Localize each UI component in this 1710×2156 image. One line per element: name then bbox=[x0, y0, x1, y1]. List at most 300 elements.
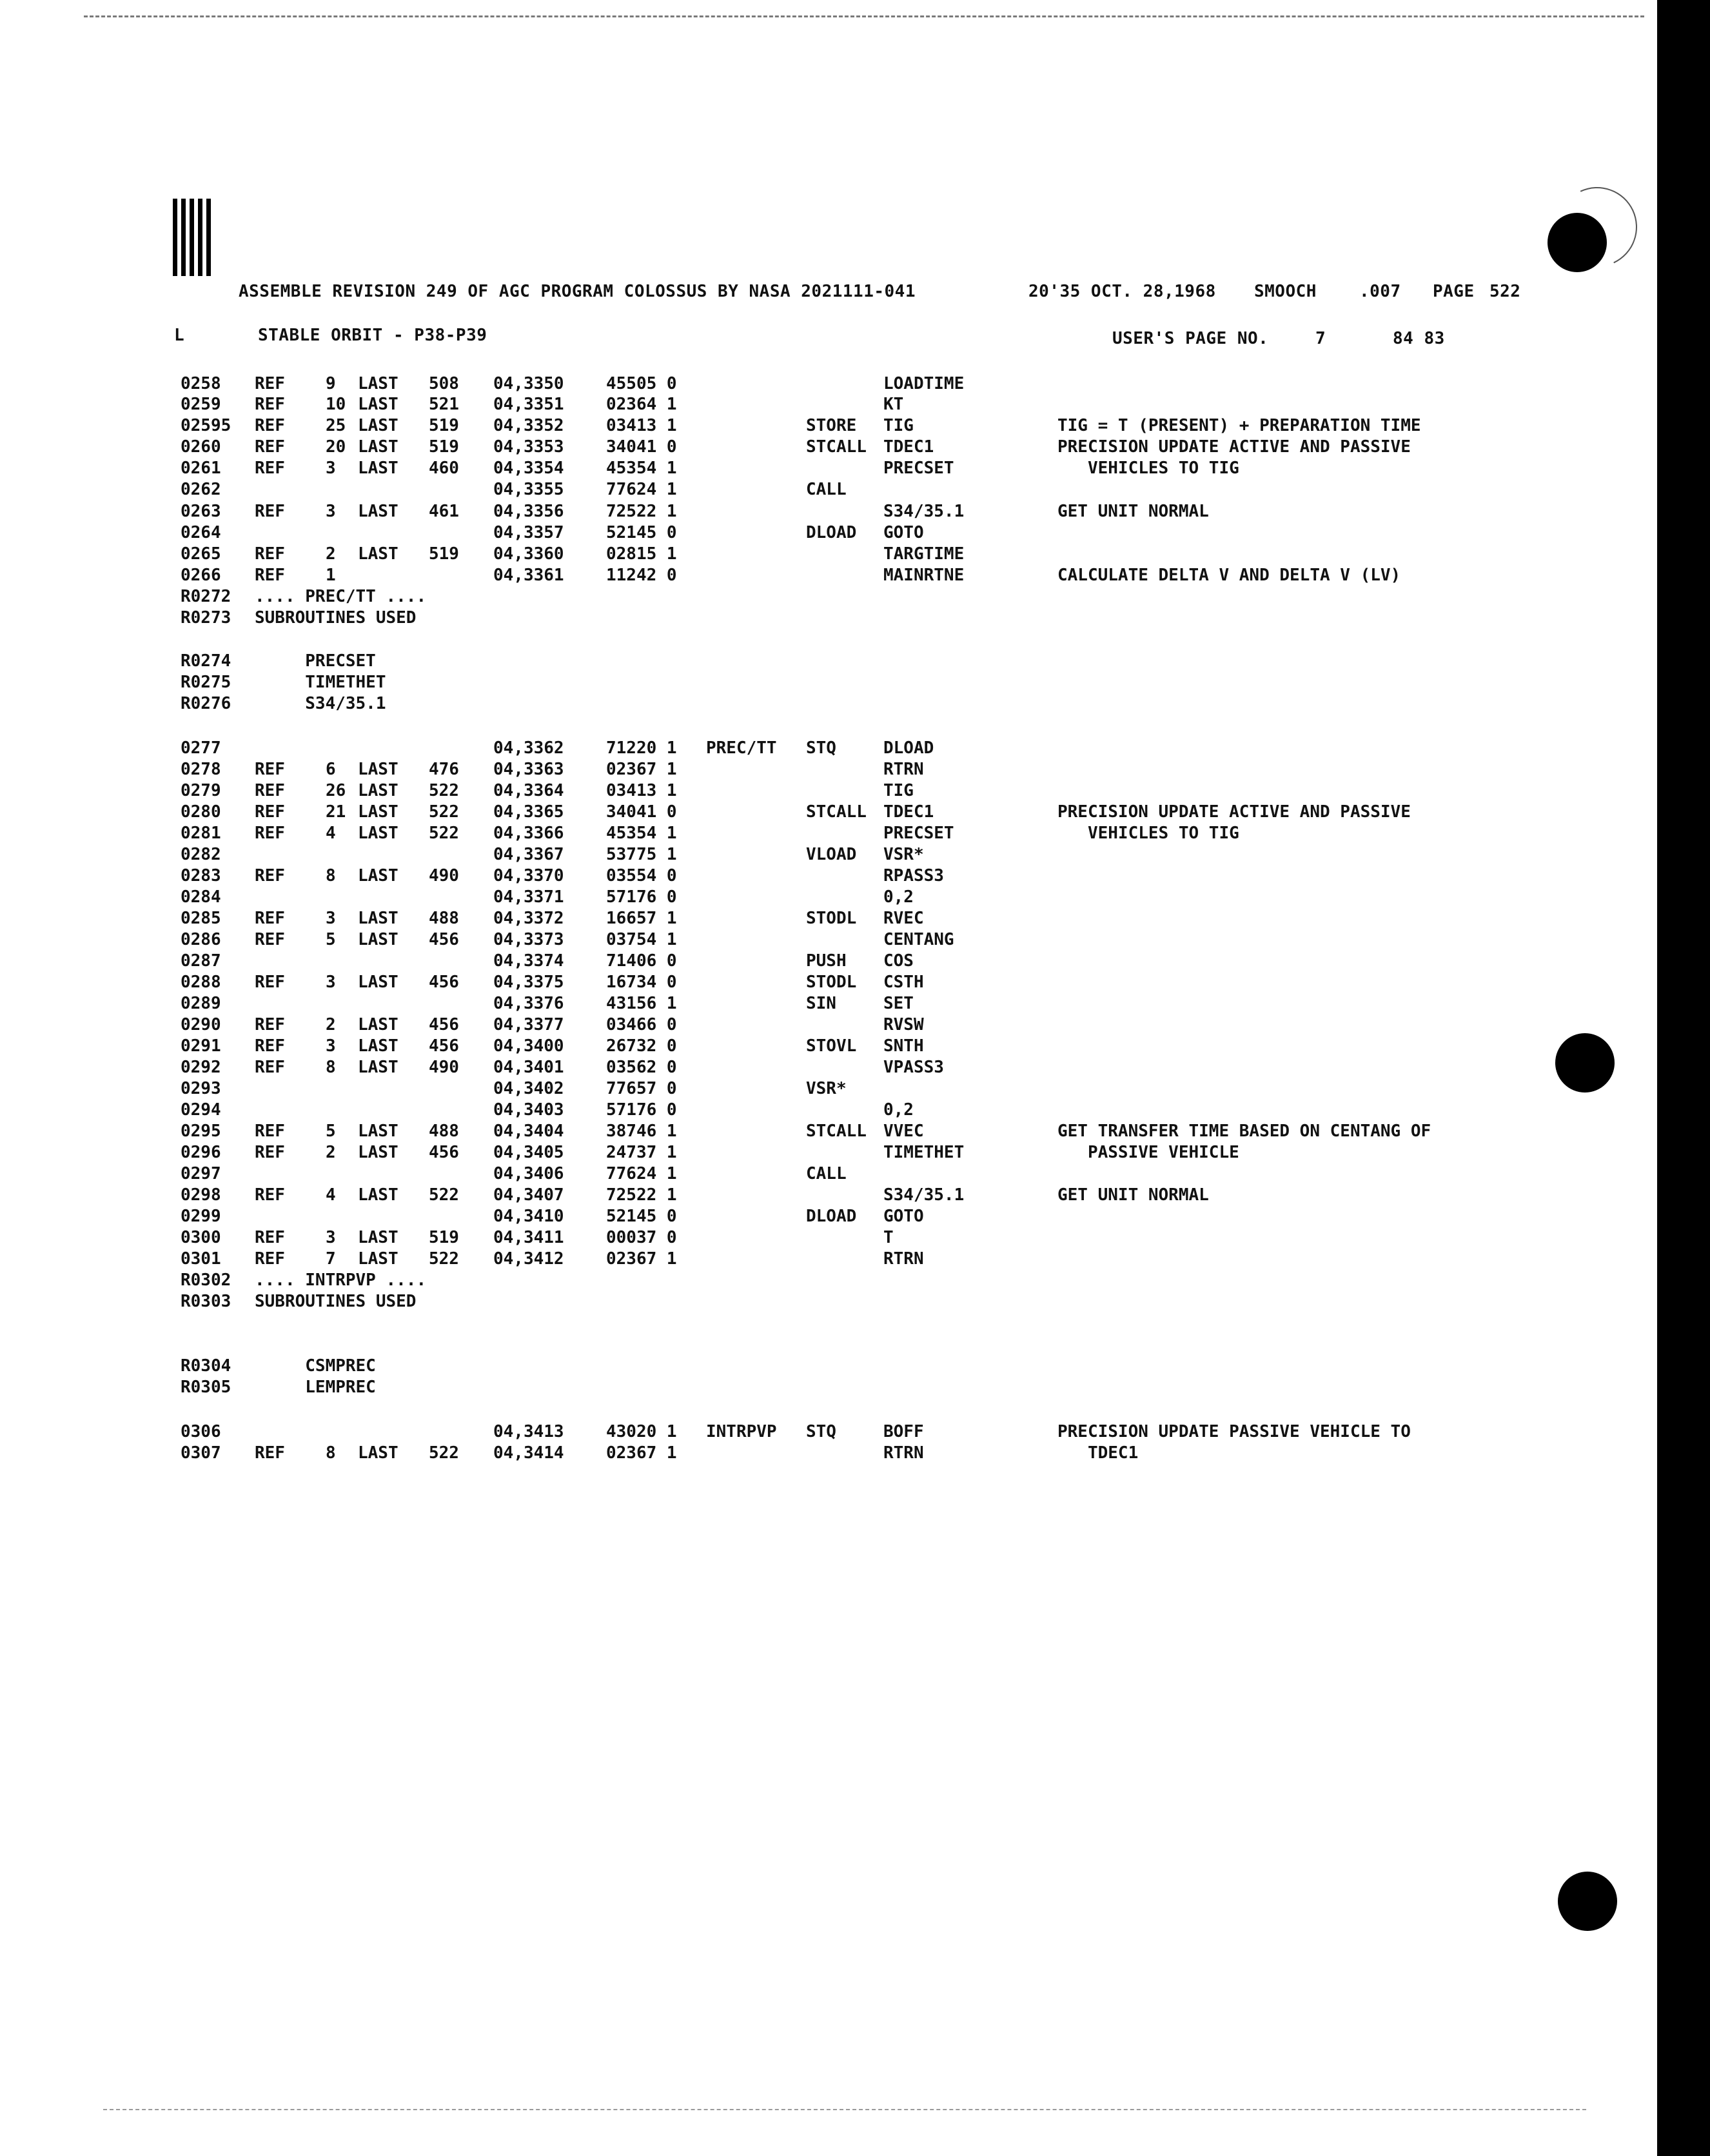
octal-code: 03466 0 bbox=[606, 1015, 677, 1034]
line-number: 0260 bbox=[181, 437, 221, 457]
octal-code: 52145 0 bbox=[606, 1207, 677, 1226]
comment: GET TRANSFER TIME BASED ON CENTANG OF bbox=[1057, 1122, 1431, 1141]
line-number: 0293 bbox=[181, 1079, 221, 1098]
ref-tag: REF bbox=[255, 824, 285, 843]
listing-row bbox=[0, 1058, 1651, 1078]
listing-row bbox=[0, 760, 1651, 780]
line-number: 0286 bbox=[181, 930, 221, 949]
address: 04,3366 bbox=[493, 824, 564, 843]
line-number: 0296 bbox=[181, 1143, 221, 1162]
ref-count: 5 bbox=[326, 930, 336, 949]
date-stamp: 20'35 OCT. 28,1968 bbox=[1028, 282, 1216, 301]
octal-code: 71406 0 bbox=[606, 951, 677, 971]
listing-row bbox=[0, 1228, 1651, 1249]
line-number: R0303 bbox=[181, 1292, 231, 1311]
ref-count: 20 bbox=[326, 437, 346, 457]
last-tag: LAST bbox=[358, 866, 398, 885]
line-number: 0284 bbox=[181, 887, 221, 907]
operand: TDEC1 bbox=[883, 802, 934, 822]
line-number: 0278 bbox=[181, 760, 221, 779]
octal-code: 77624 1 bbox=[606, 1164, 677, 1183]
address: 04,3350 bbox=[493, 374, 564, 393]
remark-text: LEMPREC bbox=[255, 1378, 376, 1397]
line-number: 0301 bbox=[181, 1249, 221, 1269]
address: 04,3373 bbox=[493, 930, 564, 949]
line-number: 0299 bbox=[181, 1207, 221, 1226]
address: 04,3411 bbox=[493, 1228, 564, 1247]
line-number: 0262 bbox=[181, 480, 221, 499]
ref-tag: REF bbox=[255, 1185, 285, 1205]
listing-row bbox=[0, 973, 1651, 993]
octal-code: 02367 1 bbox=[606, 1443, 677, 1463]
last-line: 476 bbox=[429, 760, 459, 779]
address: 04,3401 bbox=[493, 1058, 564, 1077]
octal-code: 03413 1 bbox=[606, 416, 677, 435]
operand: MAINRTNE bbox=[883, 566, 965, 585]
address: 04,3400 bbox=[493, 1036, 564, 1056]
ref-tag: REF bbox=[255, 1228, 285, 1247]
listing-row bbox=[0, 1143, 1651, 1163]
opcode: VSR* bbox=[806, 1079, 847, 1098]
line-number: 0277 bbox=[181, 738, 221, 758]
listing-row bbox=[0, 1422, 1651, 1443]
address: 04,3377 bbox=[493, 1015, 564, 1034]
last-tag: LAST bbox=[358, 395, 398, 414]
ref-count: 25 bbox=[326, 416, 346, 435]
operand: LOADTIME bbox=[883, 374, 965, 393]
operand: VVEC bbox=[883, 1122, 924, 1141]
address: 04,3413 bbox=[493, 1422, 564, 1441]
comment: VEHICLES TO TIG bbox=[1057, 824, 1239, 843]
banner-line: ASSEMBLE REVISION 249 OF AGC PROGRAM COLOSSUS BY NASA 2021111-041 bbox=[239, 282, 916, 301]
bottom-perforation-rule bbox=[103, 2109, 1586, 2110]
listing-row bbox=[0, 416, 1651, 437]
listing-row bbox=[0, 930, 1651, 951]
listing-row bbox=[0, 1079, 1651, 1100]
listing-row bbox=[0, 1443, 1651, 1464]
top-perforation-rule bbox=[84, 15, 1644, 17]
listing-row bbox=[0, 1207, 1651, 1227]
address: 04,3374 bbox=[493, 951, 564, 971]
last-line: 456 bbox=[429, 1143, 459, 1162]
listing-row bbox=[0, 845, 1651, 865]
ref-tag: REF bbox=[255, 416, 285, 435]
octal-code: 45354 1 bbox=[606, 459, 677, 478]
ref-tag: REF bbox=[255, 760, 285, 779]
operand: KT bbox=[883, 395, 904, 414]
listing-row bbox=[0, 673, 1651, 693]
operand: 0,2 bbox=[883, 887, 914, 907]
scan-edge bbox=[1657, 0, 1710, 2156]
octal-code: 72522 1 bbox=[606, 502, 677, 521]
opcode: DLOAD bbox=[806, 523, 857, 542]
listing-row bbox=[0, 1036, 1651, 1057]
listing-row bbox=[0, 802, 1651, 823]
ref-count: 5 bbox=[326, 1122, 336, 1141]
remark-text: CSMPREC bbox=[255, 1356, 376, 1376]
ref-count: 8 bbox=[326, 866, 336, 885]
line-number: R0305 bbox=[181, 1378, 231, 1397]
comment: PRECISION UPDATE PASSIVE VEHICLE TO bbox=[1057, 1422, 1411, 1441]
comment: GET UNIT NORMAL bbox=[1057, 502, 1209, 521]
ref-count: 26 bbox=[326, 781, 346, 800]
line-number: R0302 bbox=[181, 1271, 231, 1290]
ref-count: 3 bbox=[326, 459, 336, 478]
opcode: SIN bbox=[806, 994, 836, 1013]
listing-row bbox=[0, 651, 1651, 672]
line-number: 0298 bbox=[181, 1185, 221, 1205]
line-number: 0264 bbox=[181, 523, 221, 542]
operand: CENTANG bbox=[883, 930, 954, 949]
octal-code: 43020 1 bbox=[606, 1422, 677, 1441]
remark-text: TIMETHET bbox=[255, 673, 386, 692]
index-mark bbox=[173, 199, 211, 276]
ref-count: 8 bbox=[326, 1058, 336, 1077]
octal-code: 38746 1 bbox=[606, 1122, 677, 1141]
ref-count: 6 bbox=[326, 760, 336, 779]
ref-tag: REF bbox=[255, 566, 285, 585]
operand: RTRN bbox=[883, 1443, 924, 1463]
last-tag: LAST bbox=[358, 760, 398, 779]
symbol-label: INTRPVP bbox=[706, 1422, 777, 1441]
remark-text: .... PREC/TT .... bbox=[255, 587, 427, 606]
address: 04,3360 bbox=[493, 544, 564, 564]
line-number: 0285 bbox=[181, 909, 221, 928]
octal-code: 02367 1 bbox=[606, 760, 677, 779]
operand: PRECSET bbox=[883, 824, 954, 843]
remark-text: .... INTRPVP .... bbox=[255, 1271, 427, 1290]
last-tag: LAST bbox=[358, 1143, 398, 1162]
octal-code: 34041 0 bbox=[606, 802, 677, 822]
line-number: R0304 bbox=[181, 1356, 231, 1376]
ref-tag: REF bbox=[255, 909, 285, 928]
last-line: 519 bbox=[429, 1228, 459, 1247]
user-page-label: USER'S PAGE NO. bbox=[1112, 329, 1269, 348]
line-number: 0263 bbox=[181, 502, 221, 521]
ref-tag: REF bbox=[255, 395, 285, 414]
opcode: STORE bbox=[806, 416, 857, 435]
ref-tag: REF bbox=[255, 802, 285, 822]
line-number: 0261 bbox=[181, 459, 221, 478]
octal-code: 03562 0 bbox=[606, 1058, 677, 1077]
address: 04,3376 bbox=[493, 994, 564, 1013]
address: 04,3363 bbox=[493, 760, 564, 779]
user-name: SMOOCH bbox=[1254, 282, 1317, 301]
octal-code: 11242 0 bbox=[606, 566, 677, 585]
last-line: 456 bbox=[429, 1015, 459, 1034]
opcode: STODL bbox=[806, 973, 857, 992]
listing-row bbox=[0, 1292, 1651, 1312]
last-line: 456 bbox=[429, 973, 459, 992]
octal-code: 57176 0 bbox=[606, 1100, 677, 1120]
octal-code: 16657 1 bbox=[606, 909, 677, 928]
comment: TIG = T (PRESENT) + PREPARATION TIME bbox=[1057, 416, 1421, 435]
section-title: STABLE ORBIT - P38-P39 bbox=[258, 326, 487, 345]
last-line: 519 bbox=[429, 544, 459, 564]
address: 04,3407 bbox=[493, 1185, 564, 1205]
listing-row bbox=[0, 694, 1651, 715]
remark-text: S34/35.1 bbox=[255, 694, 386, 713]
operand: TIG bbox=[883, 416, 914, 435]
operand: S34/35.1 bbox=[883, 502, 965, 521]
line-number: R0273 bbox=[181, 608, 231, 628]
octal-code: 77624 1 bbox=[606, 480, 677, 499]
ref-count: 21 bbox=[326, 802, 346, 822]
last-tag: LAST bbox=[358, 802, 398, 822]
last-line: 521 bbox=[429, 395, 459, 414]
line-number: 0282 bbox=[181, 845, 221, 864]
page-number: 522 bbox=[1489, 282, 1521, 301]
ref-count: 2 bbox=[326, 1143, 336, 1162]
punch-hole-bottom bbox=[1558, 1872, 1617, 1931]
address: 04,3362 bbox=[493, 738, 564, 758]
last-tag: LAST bbox=[358, 1249, 398, 1269]
last-line: 508 bbox=[429, 374, 459, 393]
octal-code: 72522 1 bbox=[606, 1185, 677, 1205]
ref-tag: REF bbox=[255, 1058, 285, 1077]
listing-row bbox=[0, 374, 1651, 395]
address: 04,3406 bbox=[493, 1164, 564, 1183]
ref-tag: REF bbox=[255, 1249, 285, 1269]
listing-row bbox=[0, 1378, 1651, 1398]
last-line: 522 bbox=[429, 781, 459, 800]
line-number: 0294 bbox=[181, 1100, 221, 1120]
last-line: 460 bbox=[429, 459, 459, 478]
operand: CSTH bbox=[883, 973, 924, 992]
last-line: 456 bbox=[429, 930, 459, 949]
last-tag: LAST bbox=[358, 824, 398, 843]
last-tag: LAST bbox=[358, 1058, 398, 1077]
line-number: 02595 bbox=[181, 416, 231, 435]
operand: VPASS3 bbox=[883, 1058, 944, 1077]
last-tag: LAST bbox=[358, 930, 398, 949]
operand: BOFF bbox=[883, 1422, 924, 1441]
ref-count: 7 bbox=[326, 1249, 336, 1269]
line-number: R0272 bbox=[181, 587, 231, 606]
octal-code: 00037 0 bbox=[606, 1228, 677, 1247]
ref-tag: REF bbox=[255, 866, 285, 885]
listing-row bbox=[0, 1249, 1651, 1270]
address: 04,3370 bbox=[493, 866, 564, 885]
listing-row bbox=[0, 1356, 1651, 1377]
line-number: 0306 bbox=[181, 1422, 221, 1441]
operand: VSR* bbox=[883, 845, 924, 864]
listing-row bbox=[0, 1164, 1651, 1185]
symbol-label: PREC/TT bbox=[706, 738, 777, 758]
address: 04,3371 bbox=[493, 887, 564, 907]
listing-row bbox=[0, 587, 1651, 608]
listing-row bbox=[0, 566, 1651, 586]
octal-code: 03413 1 bbox=[606, 781, 677, 800]
line-number: 0292 bbox=[181, 1058, 221, 1077]
octal-code: 02367 1 bbox=[606, 1249, 677, 1269]
octal-code: 26732 0 bbox=[606, 1036, 677, 1056]
address: 04,3361 bbox=[493, 566, 564, 585]
ref-count: 2 bbox=[326, 1015, 336, 1034]
ref-tag: REF bbox=[255, 459, 285, 478]
address: 04,3404 bbox=[493, 1122, 564, 1141]
address: 04,3364 bbox=[493, 781, 564, 800]
octal-code: 53775 1 bbox=[606, 845, 677, 864]
octal-code: 03554 0 bbox=[606, 866, 677, 885]
last-line: 488 bbox=[429, 909, 459, 928]
operand: TIMETHET bbox=[883, 1143, 965, 1162]
last-line: 519 bbox=[429, 437, 459, 457]
address: 04,3403 bbox=[493, 1100, 564, 1120]
address: 04,3405 bbox=[493, 1143, 564, 1162]
listing-row bbox=[0, 480, 1651, 500]
line-number: R0276 bbox=[181, 694, 231, 713]
line-number: 0280 bbox=[181, 802, 221, 822]
last-line: 456 bbox=[429, 1036, 459, 1056]
address: 04,3356 bbox=[493, 502, 564, 521]
last-line: 522 bbox=[429, 1185, 459, 1205]
listing-row bbox=[0, 824, 1651, 844]
operand: RVSW bbox=[883, 1015, 924, 1034]
comment: PASSIVE VEHICLE bbox=[1057, 1143, 1239, 1162]
listing-row bbox=[0, 523, 1651, 544]
listing-row bbox=[0, 1122, 1651, 1142]
octal-code: 34041 0 bbox=[606, 437, 677, 457]
last-line: 522 bbox=[429, 802, 459, 822]
listing-row bbox=[0, 1271, 1651, 1291]
listing-row bbox=[0, 951, 1651, 972]
ref-tag: REF bbox=[255, 502, 285, 521]
listing-row bbox=[0, 544, 1651, 565]
ref-tag: REF bbox=[255, 973, 285, 992]
last-line: 522 bbox=[429, 824, 459, 843]
user-page-number: 7 bbox=[1315, 329, 1326, 348]
ref-tag: REF bbox=[255, 1443, 285, 1463]
operand: T bbox=[883, 1228, 894, 1247]
address: 04,3414 bbox=[493, 1443, 564, 1463]
opcode: STCALL bbox=[806, 802, 867, 822]
operand: DLOAD bbox=[883, 738, 934, 758]
line-number: 0307 bbox=[181, 1443, 221, 1463]
address: 04,3355 bbox=[493, 480, 564, 499]
remark-text: PRECSET bbox=[255, 651, 376, 671]
comment: TDEC1 bbox=[1057, 1443, 1139, 1463]
opcode: STOVL bbox=[806, 1036, 857, 1056]
opcode: STODL bbox=[806, 909, 857, 928]
section-letter: L bbox=[174, 326, 185, 345]
ref-tag: REF bbox=[255, 1036, 285, 1056]
last-tag: LAST bbox=[358, 909, 398, 928]
line-number: R0275 bbox=[181, 673, 231, 692]
line-number: 0300 bbox=[181, 1228, 221, 1247]
operand: COS bbox=[883, 951, 914, 971]
listing-row bbox=[0, 887, 1651, 908]
listing-row bbox=[0, 1185, 1651, 1206]
ref-count: 1 bbox=[326, 566, 336, 585]
octal-code: 03754 1 bbox=[606, 930, 677, 949]
line-number: R0274 bbox=[181, 651, 231, 671]
comment: PRECISION UPDATE ACTIVE AND PASSIVE bbox=[1057, 802, 1411, 822]
operand: RTRN bbox=[883, 760, 924, 779]
ref-count: 9 bbox=[326, 374, 336, 393]
operand: PRECSET bbox=[883, 459, 954, 478]
line-number: 0281 bbox=[181, 824, 221, 843]
line-number: 0279 bbox=[181, 781, 221, 800]
last-line: 522 bbox=[429, 1249, 459, 1269]
octal-code: 52145 0 bbox=[606, 523, 677, 542]
address: 04,3354 bbox=[493, 459, 564, 478]
ref-count: 4 bbox=[326, 824, 336, 843]
line-number: 0287 bbox=[181, 951, 221, 971]
address: 04,3412 bbox=[493, 1249, 564, 1269]
last-line: 519 bbox=[429, 416, 459, 435]
address: 04,3353 bbox=[493, 437, 564, 457]
address: 04,3375 bbox=[493, 973, 564, 992]
last-line: 490 bbox=[429, 866, 459, 885]
ref-count: 2 bbox=[326, 544, 336, 564]
last-tag: LAST bbox=[358, 544, 398, 564]
comment: VEHICLES TO TIG bbox=[1057, 459, 1239, 478]
octal-code: 02364 1 bbox=[606, 395, 677, 414]
address: 04,3351 bbox=[493, 395, 564, 414]
last-tag: LAST bbox=[358, 1185, 398, 1205]
comment: CALCULATE DELTA V AND DELTA V (LV) bbox=[1057, 566, 1401, 585]
ref-tag: REF bbox=[255, 437, 285, 457]
line-number: 0291 bbox=[181, 1036, 221, 1056]
ref-count: 4 bbox=[326, 1185, 336, 1205]
address: 04,3365 bbox=[493, 802, 564, 822]
ref-count: 3 bbox=[326, 1036, 336, 1056]
last-tag: LAST bbox=[358, 781, 398, 800]
address: 04,3357 bbox=[493, 523, 564, 542]
line-number: 0297 bbox=[181, 1164, 221, 1183]
opcode: STQ bbox=[806, 1422, 836, 1441]
listing-row bbox=[0, 1015, 1651, 1036]
opcode: CALL bbox=[806, 480, 847, 499]
ref-tag: REF bbox=[255, 1015, 285, 1034]
address: 04,3352 bbox=[493, 416, 564, 435]
line-number: 0295 bbox=[181, 1122, 221, 1141]
ref-tag: REF bbox=[255, 1143, 285, 1162]
ref-count: 10 bbox=[326, 395, 346, 414]
operand: SET bbox=[883, 994, 914, 1013]
comment: PRECISION UPDATE ACTIVE AND PASSIVE bbox=[1057, 437, 1411, 457]
octal-code: 16734 0 bbox=[606, 973, 677, 992]
listing-row bbox=[0, 459, 1651, 479]
operand: RTRN bbox=[883, 1249, 924, 1269]
page-label: PAGE bbox=[1433, 282, 1475, 301]
octal-code: 77657 0 bbox=[606, 1079, 677, 1098]
address: 04,3372 bbox=[493, 909, 564, 928]
listing-row bbox=[0, 738, 1651, 759]
listing-row bbox=[0, 781, 1651, 802]
ref-tag: REF bbox=[255, 930, 285, 949]
last-tag: LAST bbox=[358, 1015, 398, 1034]
listing-row bbox=[0, 437, 1651, 458]
last-line: 490 bbox=[429, 1058, 459, 1077]
last-tag: LAST bbox=[358, 1036, 398, 1056]
listing-row bbox=[0, 866, 1651, 887]
last-tag: LAST bbox=[358, 437, 398, 457]
last-tag: LAST bbox=[358, 1443, 398, 1463]
octal-code: 02815 1 bbox=[606, 544, 677, 564]
ref-tag: REF bbox=[255, 544, 285, 564]
line-number: 0289 bbox=[181, 994, 221, 1013]
last-line: 488 bbox=[429, 1122, 459, 1141]
line-number: 0259 bbox=[181, 395, 221, 414]
last-line: 461 bbox=[429, 502, 459, 521]
address: 04,3402 bbox=[493, 1079, 564, 1098]
opcode: STQ bbox=[806, 738, 836, 758]
last-tag: LAST bbox=[358, 973, 398, 992]
listing-row bbox=[0, 994, 1651, 1014]
line-number: 0288 bbox=[181, 973, 221, 992]
